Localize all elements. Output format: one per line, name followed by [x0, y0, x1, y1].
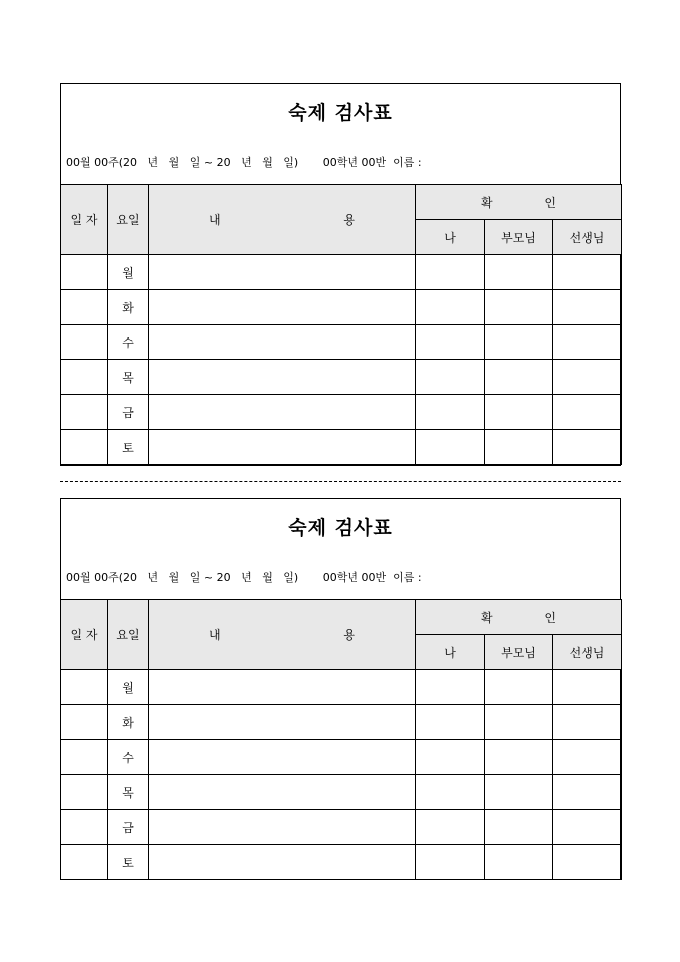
weekday-cell: 수: [108, 325, 149, 360]
table-row: [61, 775, 622, 810]
cut-line-divider: [60, 481, 621, 482]
weekday-cell: 금: [108, 810, 149, 845]
check-teacher-cell[interactable]: [553, 325, 622, 360]
period-text: 00월 00주(20 년 월 일 ~ 20 년 월 일): [66, 156, 299, 169]
header-confirm-right: 인: [544, 610, 557, 625]
header-content: [149, 185, 416, 255]
content-cell[interactable]: [149, 845, 416, 880]
header-content-right: 용: [343, 213, 355, 227]
content-cell[interactable]: [149, 325, 416, 360]
header-date: 일 자: [61, 185, 108, 255]
check-teacher-cell[interactable]: [553, 430, 622, 465]
content-cell[interactable]: [149, 360, 416, 395]
weekday-cell: 토: [108, 430, 149, 465]
sheet-title: 숙제 검사표: [288, 102, 393, 124]
table-row: [61, 845, 622, 880]
check-teacher-cell[interactable]: [553, 670, 622, 705]
check-teacher-cell[interactable]: [553, 740, 622, 775]
weekday-cell: 토: [108, 845, 149, 880]
header-content-left: 내: [209, 213, 221, 227]
check-me-cell[interactable]: [416, 290, 485, 325]
period-text: 00월 00주(20 년 월 일 ~ 20 년 월 일): [66, 571, 299, 584]
date-cell[interactable]: [61, 290, 108, 325]
check-me-cell[interactable]: [416, 705, 485, 740]
check-teacher-cell[interactable]: [553, 845, 622, 880]
date-cell[interactable]: [61, 255, 108, 290]
header-weekday: 요일: [108, 600, 149, 670]
date-cell[interactable]: [61, 325, 108, 360]
check-teacher-cell[interactable]: [553, 705, 622, 740]
date-cell[interactable]: [61, 360, 108, 395]
weekday-cell: 월: [108, 255, 149, 290]
header-content: [149, 600, 416, 670]
content-cell[interactable]: [149, 705, 416, 740]
check-me-cell[interactable]: [416, 360, 485, 395]
header-confirm-right: 인: [544, 195, 557, 210]
check-parent-cell[interactable]: [485, 360, 553, 395]
weekday-cell: 목: [108, 360, 149, 395]
table-row: [61, 325, 622, 360]
table-row: [61, 255, 622, 290]
header-date: 일 자: [61, 600, 108, 670]
check-parent-cell[interactable]: [485, 740, 553, 775]
header-content-right: 용: [343, 628, 355, 642]
content-cell[interactable]: [149, 255, 416, 290]
header-parent: 부모님: [485, 635, 553, 670]
check-me-cell[interactable]: [416, 810, 485, 845]
check-parent-cell[interactable]: [485, 395, 553, 430]
content-cell[interactable]: [149, 430, 416, 465]
table-row: [61, 430, 622, 465]
check-parent-cell[interactable]: [485, 845, 553, 880]
date-cell[interactable]: [61, 810, 108, 845]
content-cell[interactable]: [149, 395, 416, 430]
check-parent-cell[interactable]: [485, 775, 553, 810]
date-cell[interactable]: [61, 430, 108, 465]
weekday-cell: 수: [108, 740, 149, 775]
check-parent-cell[interactable]: [485, 255, 553, 290]
check-teacher-cell[interactable]: [553, 360, 622, 395]
check-parent-cell[interactable]: [485, 705, 553, 740]
content-cell[interactable]: [149, 775, 416, 810]
check-teacher-cell[interactable]: [553, 290, 622, 325]
content-cell[interactable]: [149, 670, 416, 705]
check-me-cell[interactable]: [416, 775, 485, 810]
table-row: [61, 740, 622, 775]
check-teacher-cell[interactable]: [553, 775, 622, 810]
date-cell[interactable]: [61, 775, 108, 810]
table-row: [61, 290, 622, 325]
date-cell[interactable]: [61, 740, 108, 775]
weekday-cell: 월: [108, 670, 149, 705]
header-weekday: 요일: [108, 185, 149, 255]
header-confirm-left: 확: [481, 195, 493, 210]
homework-check-sheet-1: [60, 83, 621, 466]
check-me-cell[interactable]: [416, 395, 485, 430]
table-row: [61, 670, 622, 705]
header-me: 나: [416, 635, 485, 670]
check-parent-cell[interactable]: [485, 670, 553, 705]
class-name-text: 00학년 00반 이름 :: [322, 156, 422, 169]
check-me-cell[interactable]: [416, 740, 485, 775]
check-teacher-cell[interactable]: [553, 395, 622, 430]
content-cell[interactable]: [149, 810, 416, 845]
header-confirm: [416, 185, 622, 220]
weekday-cell: 화: [108, 705, 149, 740]
header-teacher: 선생님: [553, 635, 622, 670]
homework-table: [60, 599, 622, 880]
check-me-cell[interactable]: [416, 845, 485, 880]
header-me: 나: [416, 220, 485, 255]
table-row: [61, 360, 622, 395]
sheet-title: 숙제 검사표: [288, 517, 393, 539]
content-cell[interactable]: [149, 290, 416, 325]
check-parent-cell[interactable]: [485, 810, 553, 845]
table-row: [61, 810, 622, 845]
header-teacher: 선생님: [553, 220, 622, 255]
check-me-cell[interactable]: [416, 430, 485, 465]
homework-check-sheet-2: [60, 498, 621, 880]
header-content-left: 내: [209, 628, 221, 642]
check-me-cell[interactable]: [416, 670, 485, 705]
check-parent-cell[interactable]: [485, 430, 553, 465]
weekday-cell: 목: [108, 775, 149, 810]
date-cell[interactable]: [61, 670, 108, 705]
header-confirm: [416, 600, 622, 635]
check-teacher-cell[interactable]: [553, 810, 622, 845]
check-me-cell[interactable]: [416, 325, 485, 360]
header-confirm-left: 확: [481, 610, 493, 625]
period-line: [66, 569, 422, 585]
homework-table: [60, 184, 622, 465]
date-cell[interactable]: [61, 395, 108, 430]
weekday-cell: 화: [108, 290, 149, 325]
content-cell[interactable]: [149, 740, 416, 775]
check-parent-cell[interactable]: [485, 290, 553, 325]
date-cell[interactable]: [61, 705, 108, 740]
check-teacher-cell[interactable]: [553, 255, 622, 290]
check-me-cell[interactable]: [416, 255, 485, 290]
check-parent-cell[interactable]: [485, 325, 553, 360]
table-row: [61, 395, 622, 430]
date-cell[interactable]: [61, 845, 108, 880]
header-parent: 부모님: [485, 220, 553, 255]
class-name-text: 00학년 00반 이름 :: [322, 571, 422, 584]
table-row: [61, 705, 622, 740]
period-line: [66, 154, 422, 170]
weekday-cell: 금: [108, 395, 149, 430]
